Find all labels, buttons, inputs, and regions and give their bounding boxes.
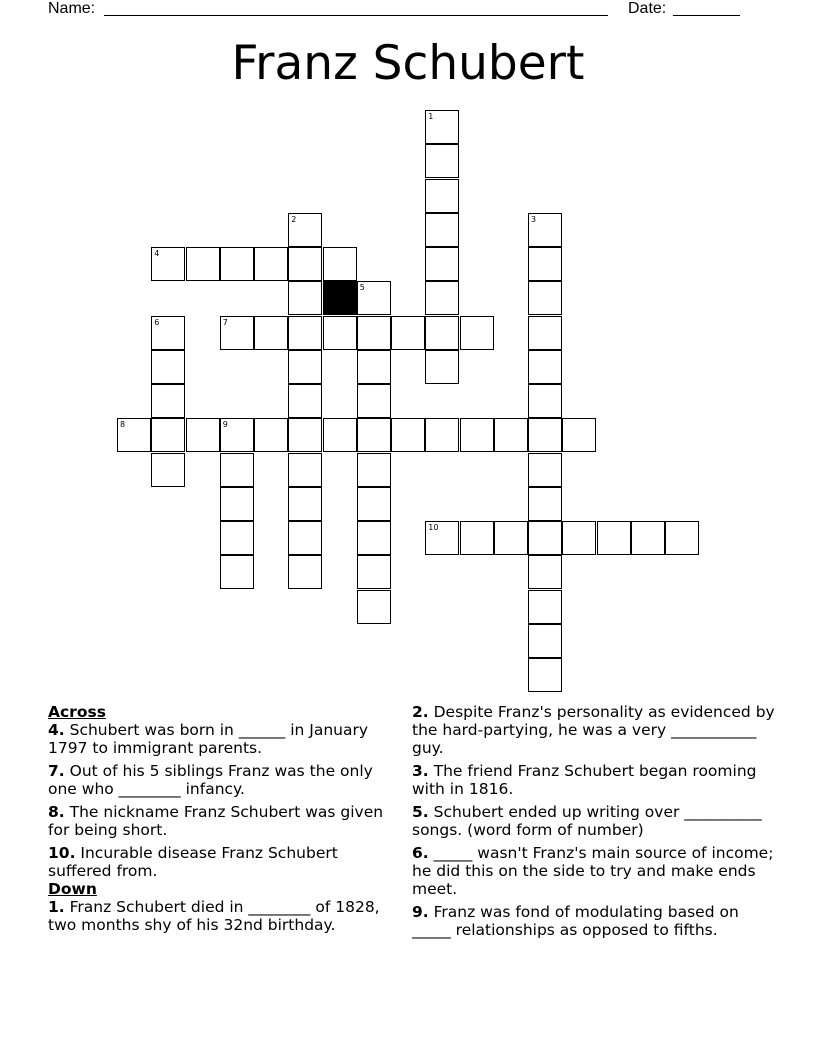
clues-left-column bbox=[48, 703, 406, 939]
grid-cell[interactable] bbox=[220, 453, 254, 487]
grid-cell[interactable] bbox=[528, 350, 562, 384]
grid-cell[interactable] bbox=[425, 247, 459, 281]
grid-cell[interactable] bbox=[425, 418, 459, 452]
grid-cell[interactable] bbox=[357, 590, 391, 624]
grid-cell[interactable] bbox=[357, 384, 391, 418]
clue-number: 6. bbox=[412, 844, 429, 862]
grid-cell[interactable] bbox=[288, 213, 322, 247]
grid-cell[interactable] bbox=[151, 316, 185, 350]
clue-number: 9. bbox=[412, 903, 429, 921]
grid-cell[interactable] bbox=[425, 110, 459, 144]
grid-cell[interactable] bbox=[288, 487, 322, 521]
clue-text: The nickname Franz Schubert was given for being short. bbox=[48, 803, 384, 839]
black-square bbox=[323, 281, 357, 315]
clue-down-6 bbox=[412, 844, 782, 898]
clue-number: 10. bbox=[48, 844, 76, 862]
clue-number-label: 7 bbox=[222, 317, 228, 327]
grid-cell[interactable] bbox=[528, 487, 562, 521]
down-heading: Down bbox=[48, 880, 97, 898]
grid-cell[interactable] bbox=[357, 316, 391, 350]
clues-right-column bbox=[412, 703, 782, 944]
clue-number-label: 6 bbox=[154, 317, 160, 327]
clue-text: The friend Franz Schubert began rooming with in 1816. bbox=[412, 762, 757, 798]
clue-text: Franz Schubert died in ________ of 1828, two months shy of his 32nd birthday. bbox=[48, 898, 380, 934]
clue-text: Despite Franz's personality as evidenced by the hard-partying, he was a very ___________ guy. bbox=[412, 703, 775, 757]
grid-cell[interactable] bbox=[528, 247, 562, 281]
clue-text: Schubert was born in ______ in January 1797 to immigrant parents. bbox=[48, 721, 369, 757]
grid-cell[interactable] bbox=[151, 350, 185, 384]
grid-cell[interactable] bbox=[357, 350, 391, 384]
clue-text: Incurable disease Franz Schubert suffered from. bbox=[48, 844, 338, 880]
grid-cell[interactable] bbox=[528, 624, 562, 658]
grid-cell[interactable] bbox=[562, 521, 596, 555]
clue-down-1 bbox=[48, 898, 406, 934]
grid-cell[interactable] bbox=[391, 418, 425, 452]
grid-cell[interactable] bbox=[528, 658, 562, 692]
grid-cell[interactable] bbox=[391, 316, 425, 350]
grid-cell[interactable] bbox=[562, 418, 596, 452]
grid-cell[interactable] bbox=[460, 521, 494, 555]
grid-cell[interactable] bbox=[425, 281, 459, 315]
grid-cell[interactable] bbox=[631, 521, 665, 555]
clue-number-label: 3 bbox=[531, 214, 537, 224]
grid-cell[interactable] bbox=[151, 384, 185, 418]
grid-cell[interactable] bbox=[288, 521, 322, 555]
clue-across-10 bbox=[48, 844, 406, 880]
grid-cell[interactable] bbox=[425, 521, 459, 555]
grid-cell[interactable] bbox=[288, 316, 322, 350]
grid-cell[interactable] bbox=[220, 247, 254, 281]
clue-text: Schubert ended up writing over __________ songs. (word form of number) bbox=[412, 803, 762, 839]
grid-cell[interactable] bbox=[323, 316, 357, 350]
grid-cell[interactable] bbox=[186, 418, 220, 452]
clue-text: Out of his 5 siblings Franz was the only one who ________ infancy. bbox=[48, 762, 373, 798]
grid-cell[interactable] bbox=[220, 418, 254, 452]
grid-cell[interactable] bbox=[220, 555, 254, 589]
grid-cell[interactable] bbox=[288, 247, 322, 281]
name-label: Name: bbox=[48, 0, 96, 17]
grid-cell[interactable] bbox=[357, 487, 391, 521]
grid-cell[interactable] bbox=[494, 521, 528, 555]
clue-number-label: 10 bbox=[428, 523, 439, 532]
grid-cell[interactable] bbox=[254, 247, 288, 281]
clue-across-7 bbox=[48, 762, 406, 798]
grid-cell[interactable] bbox=[117, 418, 151, 452]
grid-cell[interactable] bbox=[288, 555, 322, 589]
grid-cell[interactable] bbox=[494, 418, 528, 452]
grid-cell[interactable] bbox=[151, 418, 185, 452]
date-label: Date: bbox=[628, 0, 667, 17]
grid-cell[interactable] bbox=[220, 487, 254, 521]
clue-number: 8. bbox=[48, 803, 65, 821]
clue-number: 1. bbox=[48, 898, 65, 916]
grid-cell[interactable] bbox=[528, 281, 562, 315]
puzzle-title: Franz Schubert bbox=[231, 36, 585, 91]
grid-cell[interactable] bbox=[288, 418, 322, 452]
grid-cell[interactable] bbox=[151, 453, 185, 487]
grid-cell[interactable] bbox=[528, 384, 562, 418]
clue-number: 7. bbox=[48, 762, 65, 780]
grid-cell[interactable] bbox=[425, 350, 459, 384]
clue-across-4 bbox=[48, 721, 406, 757]
grid-cell[interactable] bbox=[665, 521, 699, 555]
grid-cell[interactable] bbox=[323, 247, 357, 281]
grid-cell[interactable] bbox=[528, 590, 562, 624]
clue-down-9 bbox=[412, 903, 782, 939]
grid-cell[interactable] bbox=[186, 247, 220, 281]
grid-cell[interactable] bbox=[528, 213, 562, 247]
grid-cell[interactable] bbox=[288, 350, 322, 384]
clue-text: Franz was fond of modulating based on _____ relationships as opposed to fifths. bbox=[412, 903, 739, 939]
grid-cell[interactable] bbox=[460, 418, 494, 452]
clue-text: _____ wasn't Franz's main source of income; he did this on the side to try and make ends meet. bbox=[412, 844, 774, 898]
grid-cell[interactable] bbox=[323, 418, 357, 452]
grid-cell[interactable] bbox=[288, 384, 322, 418]
clue-number: 5. bbox=[412, 803, 429, 821]
clue-number: 3. bbox=[412, 762, 429, 780]
grid-cell[interactable] bbox=[254, 418, 288, 452]
grid-cell[interactable] bbox=[425, 213, 459, 247]
clue-number-label: 8 bbox=[120, 420, 126, 430]
grid-cell[interactable] bbox=[220, 316, 254, 350]
grid-cell[interactable] bbox=[425, 179, 459, 213]
grid-cell[interactable] bbox=[288, 281, 322, 315]
grid-cell[interactable] bbox=[425, 144, 459, 178]
clue-down-2 bbox=[412, 703, 782, 757]
grid-cell[interactable] bbox=[151, 247, 185, 281]
grid-cell[interactable] bbox=[597, 521, 631, 555]
across-heading: Across bbox=[48, 703, 106, 721]
grid-cell[interactable] bbox=[357, 418, 391, 452]
clue-down-3 bbox=[412, 762, 782, 798]
grid-cell[interactable] bbox=[528, 418, 562, 452]
grid-cell[interactable] bbox=[528, 316, 562, 350]
grid-cell[interactable] bbox=[357, 453, 391, 487]
clue-number-label: 5 bbox=[359, 283, 365, 293]
grid-cell[interactable] bbox=[528, 453, 562, 487]
clue-down-5 bbox=[412, 803, 782, 839]
clue-number: 4. bbox=[48, 721, 65, 739]
clue-number-label: 9 bbox=[222, 420, 228, 430]
grid-cell[interactable] bbox=[528, 521, 562, 555]
grid-cell[interactable] bbox=[254, 316, 288, 350]
grid-cell[interactable] bbox=[357, 521, 391, 555]
grid-cell[interactable] bbox=[357, 555, 391, 589]
clue-number: 2. bbox=[412, 703, 429, 721]
grid-cell[interactable] bbox=[357, 281, 391, 315]
clue-across-8 bbox=[48, 803, 406, 839]
grid-cell[interactable] bbox=[528, 555, 562, 589]
grid-cell[interactable] bbox=[288, 453, 322, 487]
clue-number-label: 2 bbox=[291, 214, 297, 224]
grid-cell[interactable] bbox=[425, 316, 459, 350]
grid-cell[interactable] bbox=[460, 316, 494, 350]
grid-cell[interactable] bbox=[220, 521, 254, 555]
clue-number-label: 1 bbox=[428, 112, 434, 121]
clue-number-label: 4 bbox=[154, 249, 160, 258]
